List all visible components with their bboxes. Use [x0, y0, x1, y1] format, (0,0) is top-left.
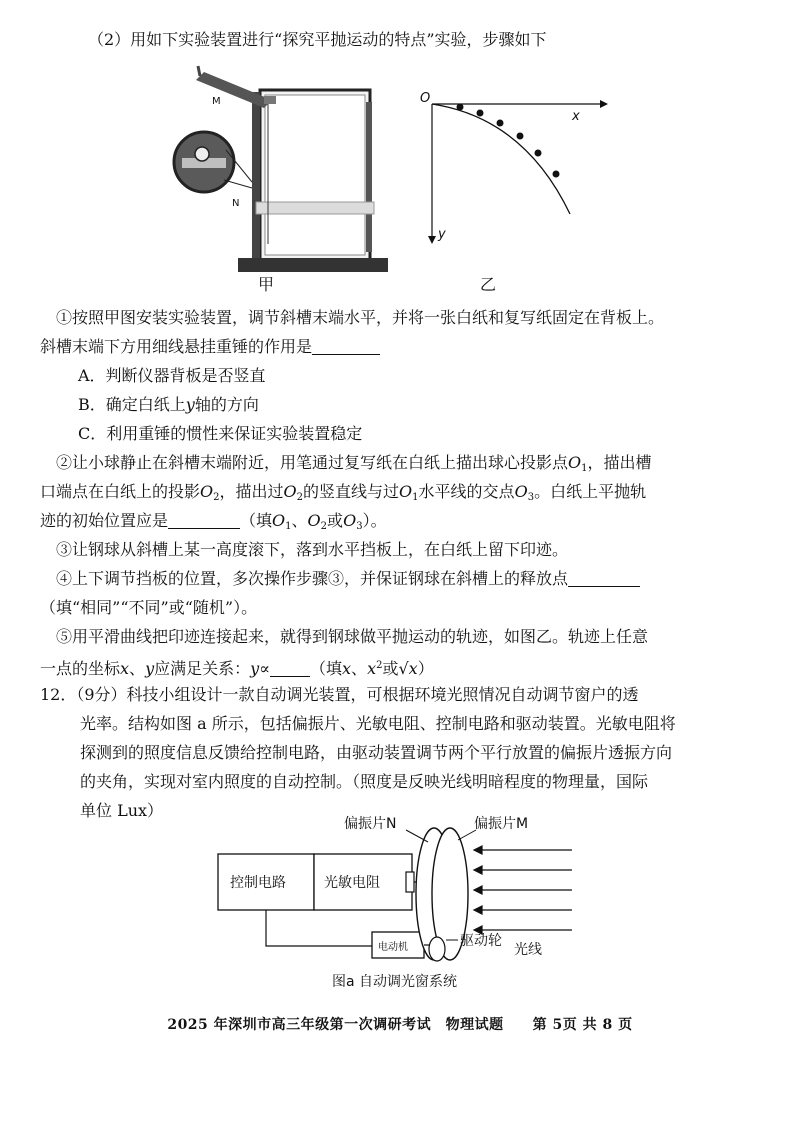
q12-line2: 光率。结构如图 a 所示，包括偏振片、光敏电阻、控制电路和驱动装置。光敏电阻将	[80, 714, 676, 733]
figure-a-caption: 图a 自动调光窗系统	[332, 974, 458, 990]
polarizer-m-label: 偏振片M	[474, 816, 529, 832]
answer-blank-1[interactable]	[312, 338, 380, 355]
answer-blank-2[interactable]	[168, 512, 240, 529]
apparatus-figure	[168, 62, 388, 280]
photoresistor-label: 光敏电阻	[324, 875, 380, 891]
step5-line2: 一点的坐标x、y应满足关系：y∝ （填x、$x^2$或√x）	[40, 659, 434, 678]
drive-wheel	[429, 937, 445, 961]
page-footer: 2025 年深圳市高三年级第一次调研考试 物理试题 第 5页 共 8 页	[167, 1017, 633, 1033]
step4-line1: ④上下调节挡板的位置，多次操作步骤③，并保证钢球在斜槽上的释放点	[56, 568, 640, 590]
q12-line1: 12．（9分）科技小组设计一款自动调光装置，可根据环境光照情况自动调节窗户的透	[40, 685, 639, 704]
option-a: A．判断仪器背板是否竖直	[78, 366, 266, 385]
figure-jia-caption: 甲	[258, 275, 275, 294]
dimming-system-figure	[208, 812, 588, 992]
option-b: B．确定白纸上y轴的方向	[78, 395, 259, 414]
light-arrows	[474, 846, 572, 934]
label-m: M	[212, 96, 221, 107]
q12-line3: 探测到的照度信息反馈给控制电路，由驱动装置调节两个平行放置的偏振片透振方向	[80, 743, 673, 762]
step2-line1: ②让小球静止在斜槽末端附近，用笔通过复写纸在白纸上描出球心投影点$O_1$，描出槽	[56, 453, 652, 474]
step4-line2: （填“相同”“不同”或“随机”）。	[40, 598, 258, 617]
label-x-axis: x	[572, 109, 580, 124]
q12-line4: 的夹角，实现对室内照度的自动控制。（照度是反映光线明暗程度的物理量，国际	[80, 772, 649, 791]
q12-line5: 单位 Lux）	[80, 801, 164, 820]
polarizer-n-label: 偏振片N	[344, 816, 397, 832]
step1-line1: ①按照甲图安装实验装置，调节斜槽末端水平，并将一张白纸和复写纸固定在背板上。	[56, 308, 665, 327]
option-c: C．利用重锤的惯性来保证实验装置稳定	[78, 424, 363, 443]
step1-line2: 斜槽末端下方用细线悬挂重锤的作用是	[40, 336, 380, 358]
label-n: N	[232, 198, 240, 209]
step2-line3: 迹的初始位置应是 （填$O_1$、$O_2$或$O_3$）。	[40, 511, 387, 532]
label-y-axis: y	[438, 227, 446, 242]
label-origin: O	[420, 91, 431, 106]
answer-blank-3[interactable]	[568, 570, 640, 587]
control-circuit-label: 控制电路	[230, 875, 286, 891]
light-label: 光线	[514, 942, 542, 958]
trajectory-figure	[414, 86, 614, 252]
figure-yi-caption: 乙	[480, 275, 497, 294]
step2-line2: 口端点在白纸上的投影$O_2$，描出过$O_2$的竖直线与过$O_1$水平线的交点$O_3$。白纸上平抛轨	[40, 482, 647, 503]
step5-line1: ⑤用平滑曲线把印迹连接起来，就得到钢球做平抛运动的轨迹，如图乙。轨迹上任意	[56, 627, 649, 646]
answer-blank-4[interactable]	[270, 660, 310, 677]
motor-label: 电动机	[378, 942, 408, 953]
drive-wheel-label: 驱动轮	[460, 933, 502, 949]
step3: ③让钢球从斜槽上某一高度滚下，落到水平挡板上，在白纸上留下印迹。	[56, 540, 569, 559]
part2-intro: （2）用如下实验装置进行“探究平抛运动的特点”实验，步骤如下	[88, 30, 547, 49]
